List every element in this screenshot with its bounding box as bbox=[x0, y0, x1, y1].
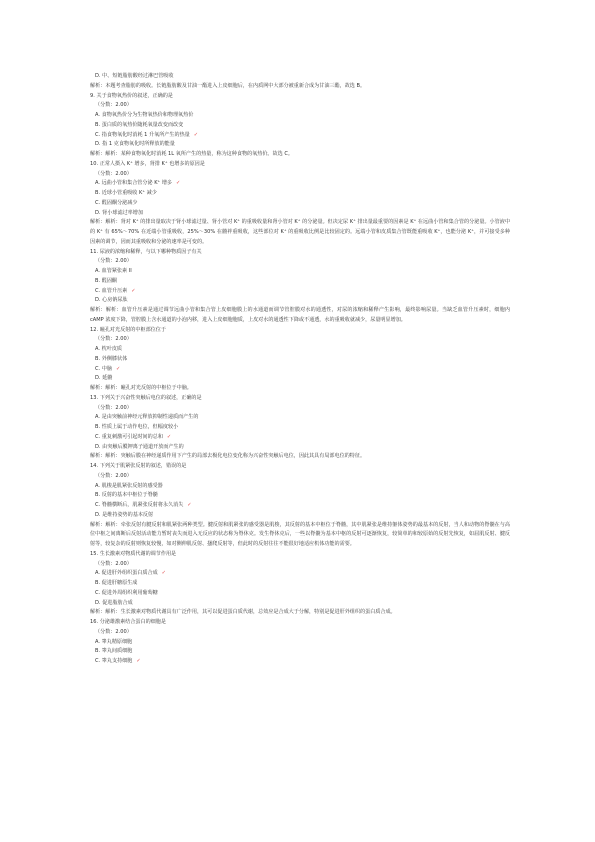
check-mark-icon: ✓ bbox=[176, 180, 181, 187]
question-stem bbox=[90, 160, 510, 170]
answer-option-text: A. 促进肝外组织蛋白质合成 bbox=[95, 570, 158, 577]
answer-option-text: D. 肾小球滤过率增加 bbox=[95, 209, 143, 216]
answer-option-text: B. 性质上属于动作电位，但幅度较小 bbox=[95, 424, 179, 430]
answer-option bbox=[90, 501, 510, 511]
answer-option-text: B. 近球小管重吸收 K⁺ 减少 bbox=[95, 190, 157, 196]
answer-option bbox=[90, 443, 510, 453]
exam-document bbox=[90, 72, 510, 667]
score-label bbox=[90, 472, 510, 482]
answer-option-text: B. 外侧膝状体 bbox=[95, 355, 128, 362]
answer-option-text: D. 由突触后膜钾离子通道开放而产生的 bbox=[95, 443, 184, 450]
score-label bbox=[90, 628, 510, 638]
answer-option bbox=[90, 131, 510, 141]
answer-option-text: D. 促进脂肪合成 bbox=[95, 599, 133, 606]
question-stem bbox=[90, 394, 510, 404]
answer-option-text: A. 食物氧热价分为生物氧热价和物理氧热价 bbox=[95, 112, 194, 118]
question-stem bbox=[90, 248, 510, 258]
answer-option bbox=[90, 423, 510, 433]
check-mark-icon: ✓ bbox=[115, 365, 121, 372]
explanation-text: 解析：解析：肾对 K⁺ 的排出量取决于肾小球滤过量、肾小管对 K⁺ 的重吸收量和肾小管对 K⁺ 的分泌量。但决定尿 K⁺ 排出量最重要的因素是 K⁺ 在远曲小管和集合管的分泌量。小管液中的 K⁺ 有 65%～70% 在近端小管重吸收，25%～30% 在髓袢重吸收，这些部位对 K⁺ 的重吸收比例是比较固定的。远端小管和皮质集合管既能重吸收 K⁺，也能分泌 K⁺，并可接受多种因素的调节，因而其重吸收和分泌的速率是可变的。 bbox=[90, 219, 510, 245]
explanation bbox=[90, 150, 510, 160]
explanation bbox=[90, 306, 510, 326]
answer-option-text: A. 睾丸精原细胞 bbox=[95, 638, 133, 645]
answer-option bbox=[90, 638, 510, 648]
answer-option bbox=[90, 209, 510, 219]
question-stem-text: 9. 关于食物氧热价的叙述，正确的是 bbox=[90, 92, 173, 99]
explanation-text: 解析：解析：某种食物氧化时消耗 1L 氧所产生的热量，称为这种食物的氧热价。故选 C。 bbox=[90, 151, 293, 157]
explanation bbox=[90, 384, 510, 394]
question-stem bbox=[90, 618, 510, 628]
answer-option bbox=[90, 121, 510, 131]
answer-option-text: B. 反射的基本中枢位于脊髓 bbox=[95, 492, 158, 499]
answer-option bbox=[90, 599, 510, 609]
explanation-text: 解析：解析：突触后膜在神经递质作用下产生的局部去极化电位变化称为兴奋性突触后电位，因此其具有局部电位的特征。 bbox=[90, 453, 366, 460]
score-label bbox=[90, 170, 510, 180]
check-mark-icon: ✓ bbox=[193, 131, 199, 138]
answer-option bbox=[90, 111, 510, 121]
answer-option-text: A. 是由突触前神经元释放抑制性递质而产生的 bbox=[95, 414, 199, 421]
question-stem bbox=[90, 92, 510, 102]
answer-option-text: C. 促进外周组织利用葡萄糖 bbox=[95, 589, 158, 596]
answer-option bbox=[90, 199, 510, 209]
answer-option bbox=[90, 345, 510, 355]
score-label bbox=[90, 560, 510, 570]
answer-option-text: D. 是维持姿势的基本反射 bbox=[95, 511, 154, 518]
check-mark-icon: ✓ bbox=[166, 433, 172, 440]
answer-option bbox=[90, 72, 510, 82]
score-label bbox=[90, 101, 510, 111]
answer-option bbox=[90, 647, 510, 657]
score-label-text: （分数：2.00） bbox=[95, 560, 132, 567]
score-label-text: （分数：2.00） bbox=[95, 472, 132, 479]
answer-option bbox=[90, 579, 510, 589]
answer-option-text: A. 枕叶皮质 bbox=[95, 346, 123, 352]
question-stem-text: 11. 尿液的浓缩和稀释，与以下哪种物质因子有关 bbox=[90, 248, 202, 255]
answer-option bbox=[90, 140, 510, 150]
answer-option-text: C. 脊髓横断后，肌紧张反射将永久消失 bbox=[95, 502, 184, 508]
answer-option-text: B. 醛固酮 bbox=[95, 277, 118, 284]
answer-option bbox=[90, 189, 510, 199]
question-stem-text: 14. 下列关于肌紧张反射的叙述，错误的是 bbox=[90, 463, 187, 469]
check-mark-icon: ✓ bbox=[187, 502, 192, 508]
question-stem-text: 10. 正常人摄入 K⁺ 增多，肾排 K⁺ 也增多的原因是 bbox=[90, 160, 205, 167]
explanation-text: 解析：解析：生长激素对物质代谢具有广泛作用，其可以促进蛋白质代谢，总效应是合成大于分解，特别是促进肝外组织的蛋白质合成。 bbox=[90, 609, 396, 616]
answer-option bbox=[90, 413, 510, 423]
question-stem-text: 16. 分泌雄激素结合蛋白的细胞是 bbox=[90, 619, 166, 625]
answer-option-text: A. 远曲小管和集合管分泌 K⁺ 增多 bbox=[95, 180, 173, 187]
answer-option-text: C. 睾丸支持细胞 bbox=[95, 658, 133, 664]
question-stem-text: 13. 下列关于兴奋性突触后电位的叙述，正确的是 bbox=[90, 394, 202, 401]
answer-option-text: D. 心房钠尿肽 bbox=[95, 297, 128, 304]
explanation bbox=[90, 452, 510, 462]
question-stem-text: 15. 生长激素对物质代谢的调节作用是 bbox=[90, 550, 177, 557]
answer-option bbox=[90, 657, 510, 667]
answer-option bbox=[90, 589, 510, 599]
answer-option bbox=[90, 296, 510, 306]
check-mark-icon: ✓ bbox=[131, 287, 136, 294]
score-label bbox=[90, 335, 510, 345]
explanation-text: 解析：解析：瞳孔对光反射的中枢位于中脑。 bbox=[90, 385, 192, 391]
answer-option bbox=[90, 511, 510, 521]
score-label-text: （分数：2.00） bbox=[95, 336, 132, 343]
answer-option-text: A. 肌梭是肌紧张反射的感受器 bbox=[95, 482, 163, 489]
answer-option bbox=[90, 355, 510, 365]
answer-option bbox=[90, 277, 510, 287]
score-label bbox=[90, 257, 510, 267]
answer-option-text: C. 中脑 bbox=[95, 365, 112, 372]
answer-option bbox=[90, 569, 510, 579]
score-label-text: （分数：2.00） bbox=[95, 170, 132, 177]
score-label-text: （分数：2.00） bbox=[95, 258, 132, 265]
answer-option-text: C. 指食物氧化时消耗 1 升氧所产生的热量 bbox=[95, 131, 190, 138]
answer-option-text: D. 中、短链脂肪酸经过淋巴管吸收 bbox=[95, 73, 174, 79]
question-stem bbox=[90, 326, 510, 336]
answer-option-text: A. 血管紧张素 II bbox=[95, 268, 132, 274]
explanation-text: 解析：解析：血管升压素是通过调节远曲小管和集合管上皮细胞膜上的水通道而调节管腔膜对水的通透性，对尿的浓缩和稀释产生影响，最终影响尿量。当缺乏血管升压素时，细胞内 cAMP 浓度下降，管腔膜上含水通道的小泡内移，进入上皮细胞胞质，上皮对水的通透性下降或不通透，水的重吸收就减少，尿量明显增加。 bbox=[90, 307, 510, 323]
score-label-text: （分数：2.00） bbox=[95, 102, 132, 109]
answer-option bbox=[90, 267, 510, 277]
answer-option-text: C. 重复刺激可引起时间的总和 bbox=[95, 433, 163, 440]
score-label-text: （分数：2.00） bbox=[95, 404, 132, 411]
explanation bbox=[90, 521, 510, 550]
answer-option bbox=[90, 365, 510, 375]
answer-option bbox=[90, 433, 510, 443]
answer-option bbox=[90, 491, 510, 501]
answer-option bbox=[90, 482, 510, 492]
answer-option-text: D. 指 1 克食物氧化时所释放的能量 bbox=[95, 141, 175, 148]
answer-option bbox=[90, 179, 510, 189]
answer-option-text: C. 血管升压素 bbox=[95, 287, 128, 294]
explanation-text: 解析：本题考查脂肪的吸收。长链脂肪酸及甘油一酯进入上皮细胞后，在内质网中大部分被重新合成为甘油三酯，故选 B。 bbox=[90, 82, 366, 89]
answer-option-text: B. 促进肝糖原生成 bbox=[95, 580, 138, 586]
answer-option bbox=[90, 287, 510, 297]
check-mark-icon: ✓ bbox=[161, 570, 166, 577]
explanation bbox=[90, 218, 510, 247]
answer-option-text: C. 醛固酮分泌减少 bbox=[95, 199, 138, 206]
explanation bbox=[90, 608, 510, 618]
explanation bbox=[90, 82, 510, 92]
answer-option-text: D. 延髓 bbox=[95, 375, 113, 382]
answer-option bbox=[90, 374, 510, 384]
question-stem bbox=[90, 550, 510, 560]
answer-option-text: B. 睾丸间质细胞 bbox=[95, 648, 133, 655]
score-label-text: （分数：2.00） bbox=[95, 628, 132, 635]
score-label bbox=[90, 404, 510, 414]
explanation-text: 解析：解析：牵张反射有腱反射和肌紧张两种类型。腱反射和肌紧张的感受器是肌梭，其反射的基本中枢位于脊髓，其中肌紧张是维持躯体姿势的最基本的反射，当人和动物的脊髓在与高位中枢之间离断后反射活动能力暂时丧失而进入无反应的状态称为脊休克。发生脊休克后，一些以脊髓为基本中枢的反射可逐渐恢复，较简单的和较原始的反射先恢复，如屈肌反射、腱反射等，较复杂的反射则恢复较慢，如对侧伸肌反射、搔爬反射等，但此时的反射往往不能很好地适应机体功能的需要。 bbox=[90, 521, 510, 547]
question-stem-text: 12. 瞳孔对光反射的中枢部位位于 bbox=[90, 326, 166, 333]
answer-option-text: B. 蛋白质的氧热价随耗氧量改变而改变 bbox=[95, 121, 184, 128]
check-mark-icon: ✓ bbox=[136, 658, 141, 664]
question-stem bbox=[90, 462, 510, 472]
